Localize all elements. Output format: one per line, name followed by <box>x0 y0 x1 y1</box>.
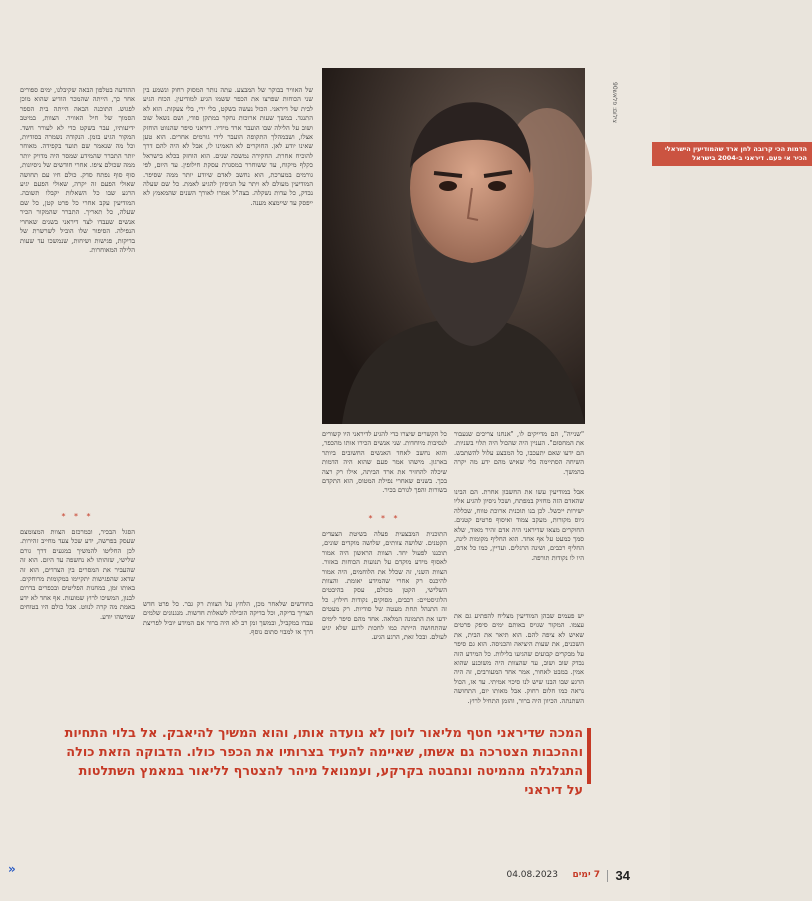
column-text: של האוויר בבוקר של המבצע. עתה נותר המסוק רחוק ונשמע בין שני הכוחות שפרצו את הכפר ששמו הגיע למודיעין. הכוח הגיע לבית של דיראני. הכול נעשה בשקט, בלי ירי, בלי צעקות. הוא לא התנגד. במשך שעות ארוכות נחקר במתקן סודי, ושם נשאל שוב ושוב על הלילה שבו הועבר ארד מידיו. דיראני סיפר שהנווט הוחזק אצלו, ושבמהלך התקופה הועבר לידי גורמים אחרים. הוא טען שאינו יודע לאן. החוקרים לא האמינו לו, אבל לא היה להם דרך להוכיח אחרת. החקירה נמשכה שנים. הוא הוחזק בכלא בישראל כקלף מיקוח, עד ששוחרר במסגרת עסקת חילופין. עד היום, לפי גורמים במערכת, הוא נחשב לאדם שיודע יותר ממה שסיפר. המודיעין מעולם לא ויתר על הניסיון להגיע לאמת. כל שם שעלה נבדק, כל עדות נשקלה. בצה"ל אמרו לאורך השנים שהמאמץ לא ייפסק עד שיימצא מענה. <box>143 86 313 207</box>
page-footer <box>0 860 670 901</box>
column-text: כל הקשרים שיצרו כדי להגיע לדיראני היו קשורים לנסיבות מיוחדות. שני אנשים הכירו אותו מהכפר, והוא נחשב לאחד האנשים החשובים ביותר בארגון. מישהו אמר פעם שהוא היה הדמות שיכלה להחזיר את ארד הביתה, אילו רק רצה בכך. בשנים שאחרי נפילת המטוס, הוא התקדם בשורות והפך לגורם בכיר. <box>322 430 447 495</box>
column-text: אבל במודיעין עשו את החשבון אחרת. הם הבינו שהאדם הזה מחזיק במפתח, ושכל ניסיון להגיע אליו ישירות ייכשל. לכן בנו תוכנית ארוכת טווח, שכללה גיוס מקורות, מעקב צמוד ואיסוף פרטים קטנים. החוקרים מצאו שדיראני היה אדם זהיר מאוד, שלא סמך כמעט על אף אחד. הוא החליף מקומות לינה, החליף רכבים, ושינה הרגלים. ועדיין, כמו כל אדם, היו לו נקודות תורפה. <box>454 488 584 562</box>
text-column-mid-left-lower <box>143 600 313 718</box>
text-column-mid-right-lower <box>322 530 447 718</box>
text-column-far-left <box>20 86 135 506</box>
page-number: 34 <box>615 868 630 883</box>
text-column-right-lower <box>454 612 584 718</box>
pullquote-bar <box>587 728 591 784</box>
magazine-name: 7 ימים <box>572 870 600 880</box>
text-column-mid-right <box>322 430 447 510</box>
column-text: התוכנית המבצעית פעלה בשיטת הצעדים הקטנים. שלושה צוותים, שלושה מוקדים שונים, תוכננו לפעול יחד. הצוות הראשון היה אמור לאסוף מידע מוקדם על תנועות הכוחות באזור. הצוות השני, זה שכלל את הלוחמים, היה אמור להיכנס רק אחרי שהמידע יאומת. והצוות השלישי, הקטן מכולם, עסק בהיבטים הלוגיסטיים: רכבים, מסוקים, נקודות חילוץ. כל זה התנהל תחת מעטה של סודיות. רק מעטים ידעו את התמונה המלאה. אחד מהם סיפר לימים שהתחושה הייתה כמו לחכות לרגע שלא יגיע לעולם. ובכל זאת, הרגע הגיע. <box>322 530 447 642</box>
column-text: הסגל הבכיר, ובמרכזם הצוות המצומצם שעסק בפרשה, ידע שכל צעד מחייב זהירות. לכן החליטו להמשיך במגעים דרך גורם שלישי, שזהותו לא נחשפה עד היום. הוא זה שהעביר את המסרים בין הצדדים, הוא זה שדאג שהפגישות יתקיימו במקומות מרוחקים. באותו זמן, במחנות הפליטים ובכפרים בדרום לבנון, המשיכו לרוץ שמועות. אף אחד לא ידע באמת מה קרה לנווט. אבל כולם היו בטוחים שמישהו יודע. <box>20 528 135 621</box>
column-text: יש פעמים שבהן המודיעין מצליח להפתיע גם את עצמו. המקור שגויס באותם ימים סיפק פרטים שאיש לא ציפה להם. הוא תיאר את הבית, את השכנים, את שעות היציאה והכניסה. הוא גם סיפר על מבקרים קבועים שהגיעו בלילות. כל המידע הזה נבדק שוב ושוב, עד שהצוות היה משוכנע שהוא אמין. במבט לאחור, אמר אחד המעורבים, זה היה הרגע שבו הבנו שיש לנו סיכוי אמיתי. עד אז, הכול נראה כמו חלום רחוק. אבל מאותו יום, התחושה השתנתה. הכיוון היה ברור, והזמן התחיל לרוץ. <box>454 612 584 705</box>
photo-credit: צילום: פלאש90 <box>611 82 618 123</box>
section-divider: * * * <box>368 514 401 523</box>
text-column-far-left-lower <box>20 528 135 718</box>
issue-date: 04.08.2023 <box>506 870 558 880</box>
text-column-mid-left <box>143 86 313 596</box>
column-text: "שנייה", הם מדייקים לו, "אנחנו צריכים שנעבור את המחסום". העניין היה שהכול היה תלוי בשניות. הם ידעו שאם יתעכבו, כל המבצע עלול להשתבש. השיחה הסתיימה בלי שאיש מהם ידע מה יקרה בהמשך. <box>454 430 584 476</box>
footer-divider <box>607 870 608 882</box>
text-column-right <box>454 430 584 486</box>
continue-arrow-icon: » <box>8 862 16 876</box>
section-divider: * * * <box>61 512 94 521</box>
photo-caption: הדמות הכי קרובה לחן ארד שהמודיעין הישראלי הכיר אי פעם. דיראני ב-2004 בישראל <box>652 142 812 166</box>
column-text: ההודעה בטלפון הבאה שקיבלנו, ימים ספורים אחר כך, הייתה שהמכר הודיע שהוא מוכן לפגוש. התוכנה הבאה הייתה בית הספר הסמוך של חיל האוויר. הצוות, במיטב ידיעותיו, עבר בשקט כדי לא לעורר חשד. המקור הגיע בזמן. הנקודה נשמרה בסודיות, וכל מה שנאמר שם תועד בקפידה. מאוחר יותר התברר שהמידע שמסר היה מדויק יותר ממה שכולם ציפו. אחרי חודשים של ניסיונות, סוף סוף נפתח סדק. כולם חיו עם תחושה שאולי הפעם זה יקרה, שאולי הפעם יגיע הרגע שבו כל השאלות יקבלו תשובה. המודיעין עקב אחרי כל פרט קטן, כל שם שעלה, כל תאריך. התברר שהמקור הכיר אנשים שעבדו לצד דיראני בשנים שאחרי הנפילה. הסיפור שלו הוביל לשרשרת של בדיקות, פגישות ושיחות, שנמשכו עד שעות הלילה המאוחרות. <box>20 86 135 254</box>
column-text: בחודשים שלאחר מכן, הלחץ על הצוות רק גבר. כל פרט חדש הצריך בדיקה, וכל בדיקה הובילה לשאלות חדשות. מנגנונים שלמים עבדו במקביל, ובמשך זמן רב לא היה ברור אם המידע יוביל לפריצת דרך או למבוי סתום נוסף. <box>143 600 313 637</box>
text-column-right-middle <box>454 488 584 608</box>
pullquote: המכה שדיראני חטף מליאור לוטן לא נועדה אותו, והוא המשיך להיאבק. אל בלוי התחיות וההכבות הצטרכה גם אשתו, שאיימה להעיד בצרותיו את הכפר כולו. הדבוקה הזאת כולה התגלגלה מהמיטה ונחבטה בקרקע, ועמנואל מיהר להצטרף לליאור במאמץ השתלטות על דיראני <box>64 726 583 798</box>
portrait-image <box>322 68 585 424</box>
